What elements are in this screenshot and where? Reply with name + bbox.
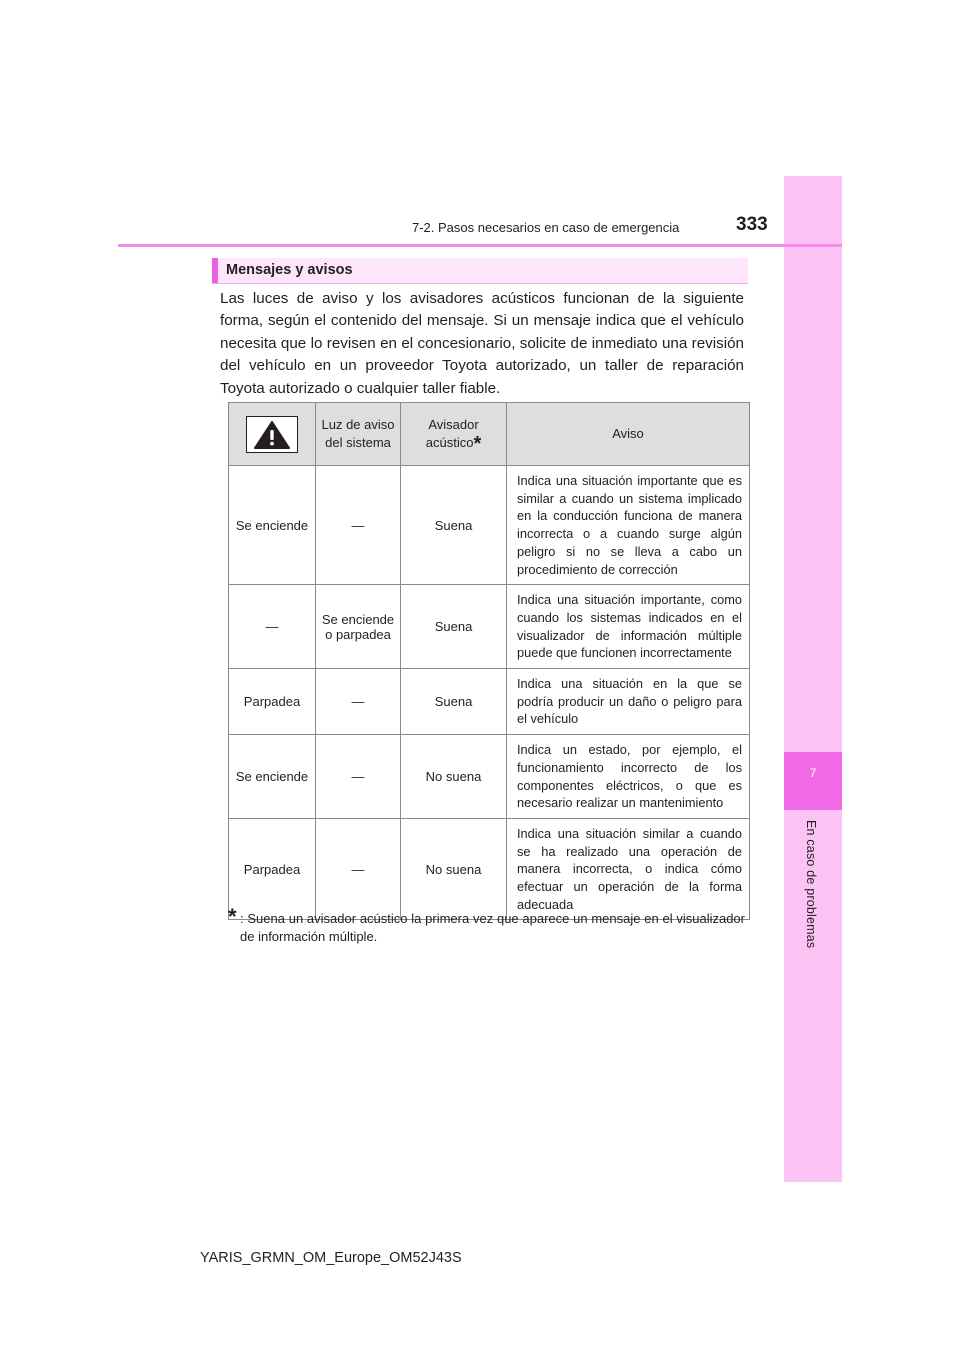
table-row <box>229 735 750 819</box>
document-code: YARIS_GRMN_OM_Europe_OM52J43S <box>200 1250 462 1266</box>
cell-buzzer: Suena <box>401 585 507 669</box>
warning-triangle-icon <box>246 416 298 453</box>
page-number: 333 <box>736 214 768 235</box>
cell-buzzer: No suena <box>401 735 507 819</box>
cell-warning-light: — <box>316 669 401 735</box>
cell-icon-state: Se enciende <box>229 466 316 585</box>
cell-notice: Indica una situación similar a cuando se ha realizado una operación de manera incorrecta, o indica cómo efectuar un operación de la forma adecuada <box>507 818 750 920</box>
header-warning-light: Luz de aviso del sistema <box>316 403 401 466</box>
cell-warning-light: — <box>316 818 401 920</box>
cell-notice: Indica un estado, por ejemplo, el funcionamiento incorrecto de los componentes eléctricos, o que es necesario realizar un mantenimiento <box>507 735 750 819</box>
header-rule <box>118 244 842 247</box>
cell-warning-light: Se enciende o parpadea <box>316 585 401 669</box>
header-buzzer: Avisador acústico* <box>401 403 507 466</box>
footnote-text: : Suena un avisador acústico la primera vez que aparece un mensaje en el visualizador de información múltiple. <box>240 911 745 944</box>
cell-icon-state: — <box>229 585 316 669</box>
cell-buzzer: Suena <box>401 669 507 735</box>
cell-notice: Indica una situación importante que es similar a cuando un sistema implicado en la conducción funciona de manera incorrecta o a cuando surge algún peligro si no se lleva a cabo un procedimiento de corrección <box>507 466 750 585</box>
side-tab <box>784 176 842 1182</box>
cell-notice: Indica una situación importante, como cuando los sistemas indicados en el visualizador de información múltiple puede que funcionen incorrectamente <box>507 585 750 669</box>
section-title: Mensajes y avisos <box>226 262 353 278</box>
chapter-number: 7 <box>809 766 817 780</box>
table-row <box>229 466 750 585</box>
cell-warning-light: — <box>316 735 401 819</box>
table-row <box>229 669 750 735</box>
cell-buzzer: Suena <box>401 466 507 585</box>
cell-icon-state: Se enciende <box>229 735 316 819</box>
table-row <box>229 818 750 920</box>
header-icon-cell <box>229 403 316 466</box>
cell-buzzer: No suena <box>401 818 507 920</box>
footnote-mark: * <box>228 904 237 929</box>
buzzer-footnote-mark: * <box>473 433 482 455</box>
table-row <box>229 585 750 669</box>
table-header-row <box>229 403 750 466</box>
cell-notice: Indica una situación en la que se podría producir un daño o peligro para el vehículo <box>507 669 750 735</box>
header-section-label: 7-2. Pasos necesarios en caso de emergencia <box>412 220 680 235</box>
section-title-underline <box>212 283 748 284</box>
cell-icon-state: Parpadea <box>229 818 316 920</box>
cell-warning-light: — <box>316 466 401 585</box>
cell-icon-state: Parpadea <box>229 669 316 735</box>
header-notice: Aviso <box>507 403 750 466</box>
messages-table <box>228 402 750 920</box>
chapter-title: En caso de problemas <box>804 820 818 949</box>
intro-paragraph: Las luces de aviso y los avisadores acústicos funcionan de la siguiente forma, según el contenido del mensaje. Si un mensaje indica que el vehículo necesita que lo revisen en el concesionario, solicite de inmediato una revisión del vehículo en un proveedor Toyota autorizado, un taller de reparación Toyota autorizado o cualquier taller fiable. <box>220 290 744 397</box>
chapter-number-block <box>784 752 842 810</box>
